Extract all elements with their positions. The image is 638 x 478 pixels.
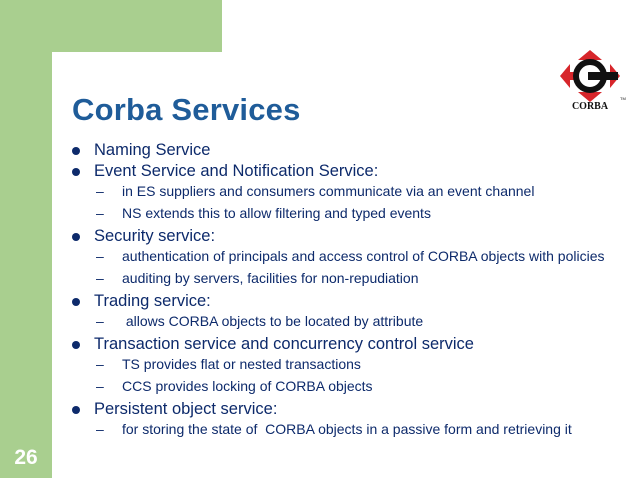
corba-logo	[556, 50, 626, 112]
sub-bullet-item	[72, 420, 632, 438]
dash-icon: –	[96, 270, 104, 286]
sub-bullet-group	[72, 247, 632, 287]
bullet-text: Transaction service and concurrency control service	[94, 335, 474, 353]
bullet-item	[72, 399, 632, 420]
sub-bullet-text: TS provides flat or nested transactions	[122, 356, 361, 372]
bullet-item	[72, 161, 632, 182]
bullet-content	[72, 140, 632, 442]
bullet-dot-icon	[72, 341, 80, 349]
sub-bullet-item	[72, 204, 632, 222]
bullet-text: Naming Service	[94, 141, 211, 159]
bullet-item	[72, 334, 632, 355]
sub-bullet-text: authentication of principals and access control of CORBA objects with policies	[122, 248, 605, 264]
slide-title: Corba Services	[72, 92, 301, 127]
sub-bullet-text: NS extends this to allow filtering and typed events	[122, 205, 431, 221]
sub-bullet-text: CCS provides locking of CORBA objects	[122, 378, 373, 394]
sub-bullet-item	[72, 312, 632, 330]
bullet-dot-icon	[72, 168, 80, 176]
bullet-dot-icon	[72, 406, 80, 414]
sub-bullet-group	[72, 420, 632, 438]
dash-icon: –	[96, 356, 104, 372]
green-sidebar	[0, 0, 52, 478]
dash-icon: –	[96, 378, 104, 394]
sub-bullet-text: in ES suppliers and consumers communicate via an event channel	[122, 183, 535, 199]
bullet-list	[72, 140, 632, 438]
logo-bar	[588, 72, 618, 80]
dash-icon: –	[96, 205, 104, 221]
logo-tm: TM	[620, 96, 626, 101]
bullet-item	[72, 140, 632, 161]
bullet-item	[72, 291, 632, 312]
green-top-bar	[0, 0, 222, 52]
sub-bullet-text: allows CORBA objects to be located by attribute	[122, 313, 424, 329]
sub-bullet-item	[72, 355, 632, 373]
bullet-item	[72, 226, 632, 247]
bullet-text: Persistent object service:	[94, 400, 278, 418]
bullet-dot-icon	[72, 233, 80, 241]
bullet-text: Event Service and Notification Service:	[94, 162, 379, 180]
dash-icon: –	[96, 248, 104, 264]
sub-bullet-group	[72, 182, 632, 222]
sub-bullet-group	[72, 312, 632, 330]
bullet-dot-icon	[72, 147, 80, 155]
slide-number: 26	[14, 446, 38, 469]
bullet-text: Trading service:	[94, 292, 211, 310]
bullet-text: Security service:	[94, 227, 216, 245]
sub-bullet-item	[72, 247, 632, 265]
sub-bullet-item	[72, 182, 632, 200]
sub-bullet-text: auditing by servers, facilities for non-repudiation	[122, 270, 419, 286]
sub-bullet-item	[72, 269, 632, 287]
bullet-dot-icon	[72, 298, 80, 306]
dash-icon: –	[96, 183, 104, 199]
sub-bullet-text: for storing the state of CORBA objects in a passive form and retrieving it	[122, 421, 572, 437]
dash-icon: –	[96, 421, 104, 437]
sub-bullet-group	[72, 355, 632, 395]
sub-bullet-item	[72, 377, 632, 395]
logo-text: CORBA	[571, 101, 609, 112]
dash-icon: –	[96, 313, 104, 329]
